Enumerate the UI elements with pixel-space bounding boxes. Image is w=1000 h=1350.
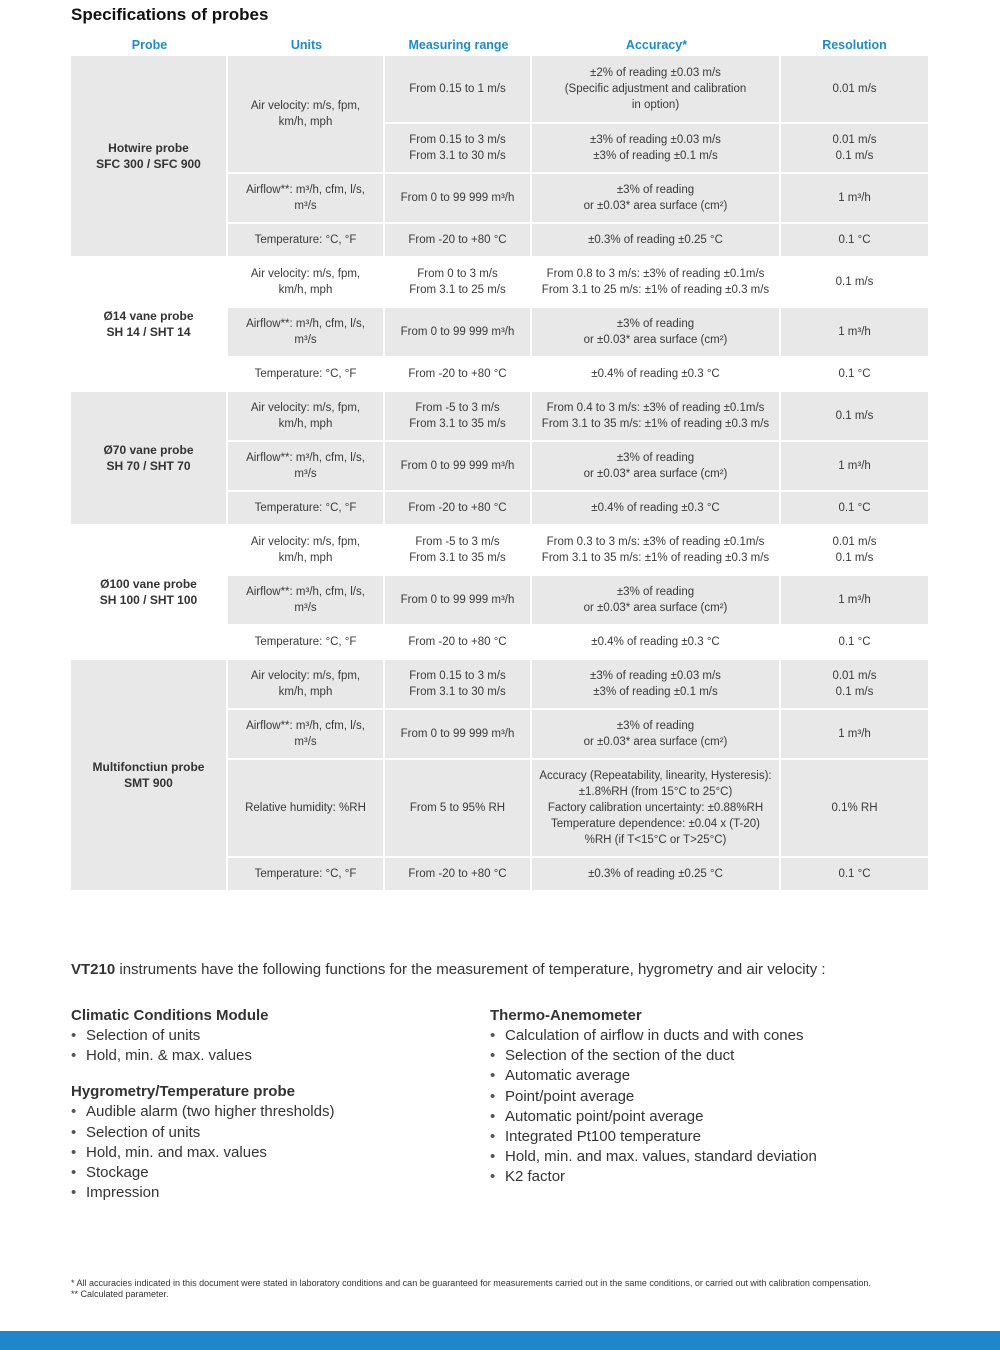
accuracy-cell bbox=[532, 358, 781, 392]
header-resolution: Resolution bbox=[822, 38, 887, 52]
list-item: • Point/point average bbox=[490, 1087, 817, 1107]
feature-list bbox=[71, 1102, 334, 1203]
table-row bbox=[71, 660, 928, 710]
header-probe: Probe bbox=[131, 38, 168, 52]
list-item: • Integrated Pt100 temperature bbox=[490, 1127, 817, 1147]
footnote: * All accuracies indicated in this document were stated in laboratory conditions and can be guaranteed for measurements carried out in the same conditions, or carried out with calibration compensation. bbox=[71, 1278, 871, 1288]
accuracy-cell-line: From 0.8 to 3 m/s: ±3% of reading ±0.1m/s bbox=[546, 268, 765, 280]
measuring-range-cell bbox=[385, 660, 532, 710]
accuracy-cell bbox=[532, 626, 781, 660]
units-cell-line: Airflow**: m³/h, cfm, l/s, bbox=[246, 184, 365, 196]
resolution-cell bbox=[781, 358, 928, 392]
accuracy-cell-line: From 3.1 to 35 m/s: ±1% of reading ±0.3 m/s bbox=[541, 418, 770, 430]
accuracy-cell-line: ±3% of reading bbox=[616, 720, 695, 732]
accuracy-cell bbox=[532, 526, 781, 576]
resolution-cell-line: 0.1 m/s bbox=[835, 410, 874, 422]
resolution-cell bbox=[781, 174, 928, 224]
accuracy-cell-line: or ±0.03* area surface (cm²) bbox=[583, 602, 728, 614]
measuring-range-cell-line: From -20 to +80 °C bbox=[408, 868, 507, 880]
measuring-range-cell-line: From 0 to 99 999 m³/h bbox=[400, 460, 515, 472]
probe-name-cell-line: Hotwire probe bbox=[108, 141, 189, 155]
units-cell-line: Relative humidity: %RH bbox=[245, 802, 366, 814]
probe-name-cell-line: SH 70 / SHT 70 bbox=[106, 459, 191, 473]
units-cell bbox=[228, 442, 385, 492]
accuracy-cell-line: in option) bbox=[631, 99, 680, 111]
probe-name-cell bbox=[71, 258, 228, 392]
list-item: • Hold, min. & max. values bbox=[71, 1046, 334, 1066]
accuracy-cell-line: Factory calibration uncertainty: ±0.88%RH bbox=[547, 802, 764, 814]
resolution-cell-line: 0.1 m/s bbox=[835, 552, 874, 564]
accuracy-cell-line: From 3.1 to 25 m/s: ±1% of reading ±0.3 m/s bbox=[541, 284, 770, 296]
measuring-range-cell-line: From 0 to 3 m/s bbox=[417, 268, 498, 280]
accuracy-cell bbox=[532, 442, 781, 492]
instrument-intro bbox=[71, 961, 826, 978]
section-heading: Thermo-Anemometer bbox=[490, 1007, 642, 1024]
measuring-range-cell bbox=[385, 308, 532, 358]
units-cell-line: Airflow**: m³/h, cfm, l/s, bbox=[246, 452, 365, 464]
section-heading: Climatic Conditions Module bbox=[71, 1007, 269, 1024]
measuring-range-cell bbox=[385, 442, 532, 492]
accuracy-cell-line: ±0.4% of reading ±0.3 °C bbox=[591, 636, 720, 648]
list-item: • K2 factor bbox=[490, 1167, 817, 1187]
measuring-range-cell-line: From -20 to +80 °C bbox=[408, 502, 507, 514]
units-cell-line: m³/s bbox=[294, 468, 317, 480]
measuring-range-cell-line: From 0 to 99 999 m³/h bbox=[400, 594, 515, 606]
accuracy-cell-line: (Specific adjustment and calibration bbox=[564, 83, 747, 95]
resolution-cell bbox=[781, 224, 928, 258]
units-cell-line: Temperature: °C, °F bbox=[254, 868, 357, 880]
resolution-cell-line: 0.1 °C bbox=[838, 368, 871, 380]
instrument-name: VT210 bbox=[71, 961, 116, 978]
units-cell-line: m³/s bbox=[294, 602, 317, 614]
resolution-cell bbox=[781, 492, 928, 526]
resolution-cell-line: 0.1 m/s bbox=[835, 276, 874, 288]
units-cell bbox=[228, 576, 385, 626]
resolution-cell-line: 1 m³/h bbox=[838, 192, 871, 204]
units-cell-line: m³/s bbox=[294, 736, 317, 748]
resolution-cell bbox=[781, 760, 928, 858]
footnotes bbox=[71, 1278, 871, 1300]
accuracy-cell-line: ±0.4% of reading ±0.3 °C bbox=[591, 502, 720, 514]
accuracy-cell bbox=[532, 124, 781, 174]
units-cell-line: km/h, mph bbox=[278, 284, 333, 296]
accuracy-cell bbox=[532, 308, 781, 358]
resolution-cell-line: 1 m³/h bbox=[838, 460, 871, 472]
header-units: Units bbox=[290, 38, 323, 52]
page-title: Specifications of probes bbox=[71, 5, 269, 24]
probe-name-cell-line: SMT 900 bbox=[124, 776, 173, 790]
measuring-range-cell-line: From 3.1 to 30 m/s bbox=[409, 686, 506, 698]
accuracy-cell-line: or ±0.03* area surface (cm²) bbox=[583, 200, 728, 212]
units-cell-line: km/h, mph bbox=[278, 686, 333, 698]
units-cell bbox=[228, 760, 385, 858]
measuring-range-cell bbox=[385, 626, 532, 660]
resolution-cell-line: 0.1 °C bbox=[838, 868, 871, 880]
accuracy-cell-line: Temperature dependence: ±0.04 x (T-20) bbox=[551, 818, 760, 830]
units-cell-line: Temperature: °C, °F bbox=[254, 636, 357, 648]
units-cell-line: Airflow**: m³/h, cfm, l/s, bbox=[246, 586, 365, 598]
accuracy-cell bbox=[532, 660, 781, 710]
resolution-cell bbox=[781, 626, 928, 660]
measuring-range-cell-line: From 0 to 99 999 m³/h bbox=[400, 728, 515, 740]
units-cell-line: km/h, mph bbox=[278, 116, 333, 128]
accuracy-cell-line: ±0.3% of reading ±0.25 °C bbox=[588, 234, 723, 246]
units-cell bbox=[228, 224, 385, 258]
resolution-cell bbox=[781, 258, 928, 308]
measuring-range-cell-line: From 0 to 99 999 m³/h bbox=[400, 192, 515, 204]
units-cell-line: km/h, mph bbox=[278, 418, 333, 430]
resolution-cell-line: 1 m³/h bbox=[838, 728, 871, 740]
accuracy-cell-line: ±0.4% of reading ±0.3 °C bbox=[591, 368, 720, 380]
measuring-range-cell bbox=[385, 576, 532, 626]
units-cell-line: Temperature: °C, °F bbox=[254, 234, 357, 246]
units-cell-line: m³/s bbox=[294, 334, 317, 346]
measuring-range-cell-line: From 5 to 95% RH bbox=[409, 802, 506, 814]
measuring-range-cell bbox=[385, 224, 532, 258]
resolution-cell bbox=[781, 442, 928, 492]
resolution-cell bbox=[781, 56, 928, 124]
accuracy-cell-line: From 0.3 to 3 m/s: ±3% of reading ±0.1m/s bbox=[546, 536, 765, 548]
accuracy-cell-line: ±3% of reading bbox=[616, 586, 695, 598]
units-cell-line: Air velocity: m/s, fpm, bbox=[250, 670, 361, 682]
list-item: • Hold, min. and max. values bbox=[71, 1143, 334, 1163]
accuracy-cell bbox=[532, 258, 781, 308]
measuring-range-cell bbox=[385, 710, 532, 760]
list-item: • Impression bbox=[71, 1183, 334, 1203]
accuracy-cell bbox=[532, 710, 781, 760]
measuring-range-cell bbox=[385, 526, 532, 576]
accuracy-cell-line: ±0.3% of reading ±0.25 °C bbox=[588, 868, 723, 880]
accuracy-cell-line: ±1.8%RH (from 15°C to 25°C) bbox=[578, 786, 733, 798]
accuracy-cell-line: From 0.4 to 3 m/s: ±3% of reading ±0.1m/s bbox=[546, 402, 765, 414]
measuring-range-cell bbox=[385, 760, 532, 858]
resolution-cell-line: 0.1 °C bbox=[838, 502, 871, 514]
measuring-range-cell-line: From 3.1 to 30 m/s bbox=[409, 150, 506, 162]
feature-list bbox=[490, 1026, 817, 1188]
measuring-range-cell bbox=[385, 392, 532, 442]
measuring-range-cell-line: From -20 to +80 °C bbox=[408, 368, 507, 380]
section-heading: Hygrometry/Temperature probe bbox=[71, 1083, 295, 1101]
resolution-cell-line: 0.01 m/s bbox=[832, 134, 877, 146]
accuracy-cell-line: ±3% of reading ±0.1 m/s bbox=[593, 150, 718, 162]
units-cell bbox=[228, 56, 385, 174]
probe-name-cell-line: Ø14 vane probe bbox=[103, 309, 194, 323]
probe-name-cell-line: Ø70 vane probe bbox=[103, 443, 194, 457]
measuring-range-cell bbox=[385, 258, 532, 308]
list-item: • Selection of units bbox=[71, 1123, 334, 1143]
accuracy-cell bbox=[532, 392, 781, 442]
measuring-range-cell bbox=[385, 124, 532, 174]
resolution-cell bbox=[781, 124, 928, 174]
measuring-range-cell bbox=[385, 56, 532, 124]
functions-right-column bbox=[490, 1006, 817, 1204]
specifications-table bbox=[71, 34, 928, 892]
accuracy-cell-line: or ±0.03* area surface (cm²) bbox=[583, 736, 728, 748]
units-cell bbox=[228, 492, 385, 526]
measuring-range-cell-line: From 0.15 to 3 m/s bbox=[409, 134, 506, 146]
accuracy-cell-line: From 3.1 to 35 m/s: ±1% of reading ±0.3 m/s bbox=[541, 552, 770, 564]
resolution-cell-line: 0.1 m/s bbox=[835, 686, 874, 698]
accuracy-cell-line: Accuracy (Repeatability, linearity, Hysteresis): bbox=[539, 770, 772, 782]
accuracy-cell-line: ±3% of reading ±0.1 m/s bbox=[593, 686, 718, 698]
resolution-cell-line: 0.1% RH bbox=[831, 802, 878, 814]
measuring-range-cell-line: From -20 to +80 °C bbox=[408, 234, 507, 246]
measuring-range-cell-line: From -5 to 3 m/s bbox=[415, 402, 500, 414]
measuring-range-cell-line: From 3.1 to 35 m/s bbox=[409, 418, 506, 430]
accuracy-cell-line: ±3% of reading bbox=[616, 318, 695, 330]
units-cell-line: Air velocity: m/s, fpm, bbox=[250, 268, 361, 280]
probe-name-cell-line: SFC 300 / SFC 900 bbox=[96, 157, 201, 171]
resolution-cell-line: 0.01 m/s bbox=[832, 670, 877, 682]
measuring-range-cell-line: From -5 to 3 m/s bbox=[415, 536, 500, 548]
accuracy-cell-line: ±3% of reading ±0.03 m/s bbox=[590, 134, 721, 146]
units-cell bbox=[228, 174, 385, 224]
bottom-accent-bar bbox=[0, 1331, 1000, 1350]
table-row bbox=[71, 392, 928, 442]
header-measuring-range: Measuring range bbox=[408, 38, 509, 52]
units-cell-line: Air velocity: m/s, fpm, bbox=[250, 402, 361, 414]
accuracy-cell bbox=[532, 56, 781, 124]
units-cell bbox=[228, 526, 385, 576]
units-cell bbox=[228, 626, 385, 660]
units-cell-line: Airflow**: m³/h, cfm, l/s, bbox=[246, 318, 365, 330]
resolution-cell bbox=[781, 710, 928, 760]
accuracy-cell-line: ±3% of reading bbox=[616, 452, 695, 464]
units-cell bbox=[228, 308, 385, 358]
measuring-range-cell-line: From 0 to 99 999 m³/h bbox=[400, 326, 515, 338]
measuring-range-cell-line: From -20 to +80 °C bbox=[408, 636, 507, 648]
resolution-cell-line: 0.1 m/s bbox=[835, 150, 874, 162]
accuracy-cell-line: %RH (if T<15°C or T>25°C) bbox=[584, 834, 727, 846]
measuring-range-cell bbox=[385, 358, 532, 392]
units-cell-line: Air velocity: m/s, fpm, bbox=[250, 100, 361, 112]
probe-name-cell-line: Multifonctiun probe bbox=[92, 760, 205, 774]
accuracy-cell-line: ±3% of reading ±0.03 m/s bbox=[590, 670, 721, 682]
accuracy-cell bbox=[532, 760, 781, 858]
units-cell-line: Temperature: °C, °F bbox=[254, 502, 357, 514]
table-row bbox=[71, 526, 928, 576]
accuracy-cell bbox=[532, 174, 781, 224]
table-row bbox=[71, 258, 928, 308]
units-cell bbox=[228, 710, 385, 760]
accuracy-cell-line: ±3% of reading bbox=[616, 184, 695, 196]
resolution-cell bbox=[781, 660, 928, 710]
accuracy-cell bbox=[532, 576, 781, 626]
list-item: • Calculation of airflow in ducts and with cones bbox=[490, 1026, 817, 1046]
resolution-cell-line: 1 m³/h bbox=[838, 594, 871, 606]
probe-name-cell bbox=[71, 526, 228, 660]
intro-text: instruments have the following functions for the measurement of temperature, hygrometry and air velocity : bbox=[115, 961, 826, 978]
probe-name-cell-line: SH 14 / SHT 14 bbox=[106, 325, 191, 339]
units-cell-line: Temperature: °C, °F bbox=[254, 368, 357, 380]
probe-name-cell bbox=[71, 392, 228, 526]
resolution-cell bbox=[781, 526, 928, 576]
footnote: ** Calculated parameter. bbox=[71, 1289, 169, 1299]
units-cell bbox=[228, 358, 385, 392]
resolution-cell bbox=[781, 308, 928, 358]
probe-name-cell-line: Ø100 vane probe bbox=[100, 577, 197, 591]
header-accuracy: Accuracy* bbox=[625, 38, 688, 52]
resolution-cell-line: 0.01 m/s bbox=[832, 83, 877, 95]
measuring-range-cell bbox=[385, 492, 532, 526]
measuring-range-cell-line: From 0.15 to 1 m/s bbox=[409, 83, 506, 95]
functions-left-column bbox=[71, 1006, 334, 1219]
resolution-cell-line: 0.01 m/s bbox=[832, 536, 877, 548]
list-item: • Hold, min. and max. values, standard deviation bbox=[490, 1147, 817, 1167]
units-cell-line: km/h, mph bbox=[278, 552, 333, 564]
resolution-cell bbox=[781, 858, 928, 892]
list-item: • Selection of units bbox=[71, 1026, 334, 1046]
list-item: • Automatic point/point average bbox=[490, 1107, 817, 1127]
list-item: • Automatic average bbox=[490, 1066, 817, 1086]
list-item: • Stockage bbox=[71, 1163, 334, 1183]
units-cell bbox=[228, 258, 385, 308]
resolution-cell-line: 0.1 °C bbox=[838, 234, 871, 246]
list-item: • Selection of the section of the duct bbox=[490, 1046, 817, 1066]
accuracy-cell bbox=[532, 224, 781, 258]
measuring-range-cell-line: From 3.1 to 35 m/s bbox=[409, 552, 506, 564]
units-cell-line: Airflow**: m³/h, cfm, l/s, bbox=[246, 720, 365, 732]
units-cell-line: Air velocity: m/s, fpm, bbox=[250, 536, 361, 548]
accuracy-cell-line: or ±0.03* area surface (cm²) bbox=[583, 468, 728, 480]
units-cell-line: m³/s bbox=[294, 200, 317, 212]
accuracy-cell-line: or ±0.03* area surface (cm²) bbox=[583, 334, 728, 346]
probe-name-cell bbox=[71, 660, 228, 892]
table-header-row bbox=[71, 34, 928, 56]
resolution-cell-line: 1 m³/h bbox=[838, 326, 871, 338]
units-cell bbox=[228, 858, 385, 892]
accuracy-cell bbox=[532, 492, 781, 526]
resolution-cell bbox=[781, 576, 928, 626]
units-cell bbox=[228, 660, 385, 710]
resolution-cell bbox=[781, 392, 928, 442]
units-cell bbox=[228, 392, 385, 442]
probe-name-cell-line: SH 100 / SHT 100 bbox=[99, 593, 198, 607]
list-item: • Audible alarm (two higher thresholds) bbox=[71, 1102, 334, 1122]
measuring-range-cell bbox=[385, 174, 532, 224]
resolution-cell-line: 0.1 °C bbox=[838, 636, 871, 648]
measuring-range-cell-line: From 3.1 to 25 m/s bbox=[409, 284, 506, 296]
feature-list bbox=[71, 1026, 334, 1066]
probe-name-cell bbox=[71, 56, 228, 258]
measuring-range-cell-line: From 0.15 to 3 m/s bbox=[409, 670, 506, 682]
accuracy-cell bbox=[532, 858, 781, 892]
table-row bbox=[71, 56, 928, 124]
measuring-range-cell bbox=[385, 858, 532, 892]
accuracy-cell-line: ±2% of reading ±0.03 m/s bbox=[590, 67, 721, 79]
